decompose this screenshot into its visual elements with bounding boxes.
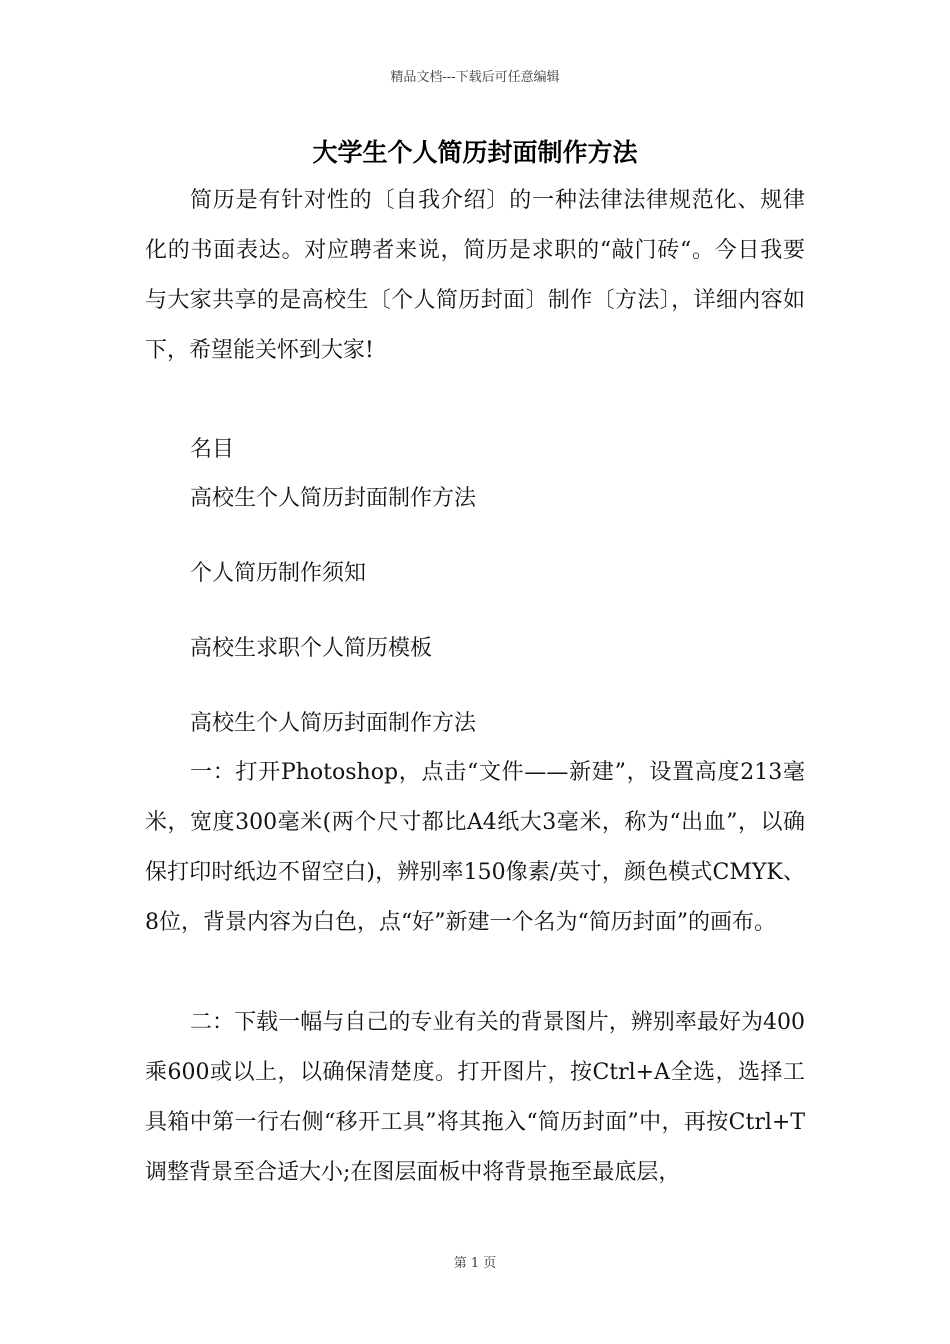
document-title: 大学生个人简历封面制作方法 <box>312 138 638 167</box>
step-paragraph: 二：下载一幅与自己的专业有关的背景图片，辨别率最好为400乘600或以上，以确保清楚度。打开图片，按Ctrl+A全选，选择工具箱中第一行右侧“移开工具”将其拖入“简历封面”中，再按Ctrl+T调整背景至合适大小;在图层面板中将背景拖至最底层， <box>145 1010 805 1185</box>
step-paragraph: 一：打开Photoshop，点击“文件——新建”，设置高度213毫米，宽度300毫米(两个尺寸都比A4纸大3毫米，称为“出血”，以确保打印时纸边不留空白)，辨别率150像素/英寸，颜色模式CMYK、8位，背景内容为白色，点“好”新建一个名为“简历封面”的画布。 <box>145 760 805 935</box>
toc-item: 高校生个人简历封面制作方法 <box>190 486 477 511</box>
page-header: 精品文档---下载后可任意编辑 <box>390 70 560 85</box>
page-number: 第 1 页 <box>453 1256 497 1271</box>
toc-item: 个人简历制作须知 <box>190 561 367 586</box>
toc-item: 高校生求职个人简历模板 <box>190 636 433 661</box>
section-heading: 高校生个人简历封面制作方法 <box>190 711 477 736</box>
toc-heading: 名目 <box>190 437 235 462</box>
intro-paragraph: 简历是有针对性的〔自我介绍〕的一种法律法律规范化、规律化的书面表达。对应聘者来说，简历是求职的“敲门砖“。今日我要与大家共享的是高校生〔个人简历封面〕制作〔方法〕，详细内容如下，希望能关怀到大家! <box>145 188 805 363</box>
